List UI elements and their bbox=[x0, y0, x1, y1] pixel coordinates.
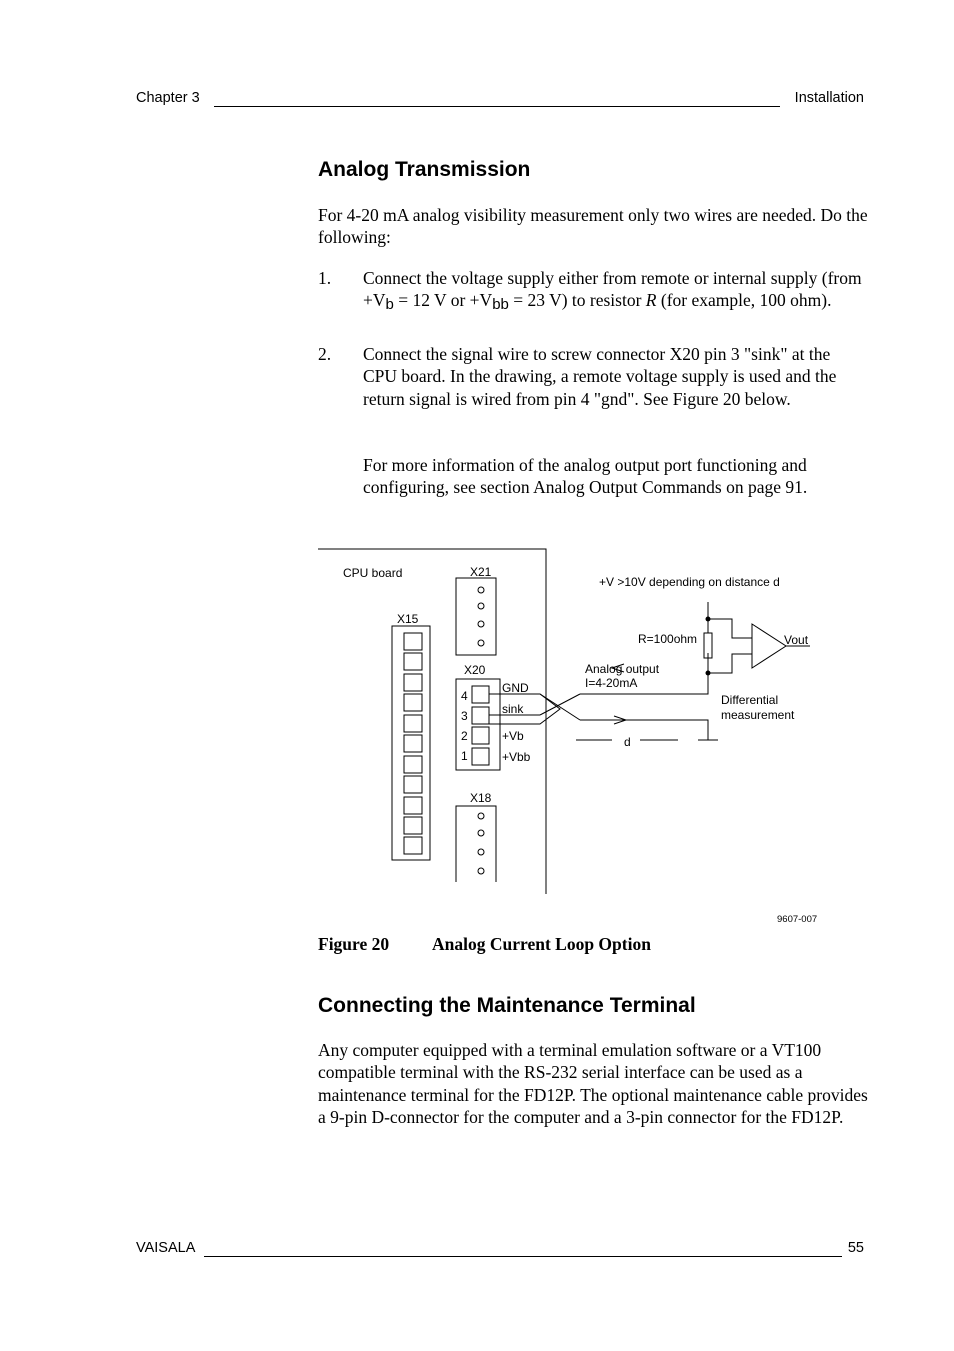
label-x20: X20 bbox=[464, 663, 486, 677]
pin-number: 3 bbox=[461, 709, 468, 723]
x15-pin bbox=[404, 674, 422, 691]
label-vout: Vout bbox=[784, 633, 809, 647]
pin-label-sink: sink bbox=[502, 702, 524, 716]
label-supply: +V >10V depending on distance d bbox=[599, 575, 780, 589]
figure-ref-code: 9607-007 bbox=[777, 914, 818, 925]
footer-company: VAISALA bbox=[136, 1240, 196, 1256]
header-rule bbox=[214, 106, 780, 107]
label-resistor: R=100ohm bbox=[638, 632, 698, 646]
x15-connector bbox=[392, 626, 430, 860]
label-x15: X15 bbox=[397, 612, 419, 626]
x21-pin bbox=[478, 603, 484, 609]
label-measurement: measurement bbox=[721, 708, 795, 722]
x18-pin bbox=[478, 849, 484, 855]
x15-pin bbox=[404, 735, 422, 752]
page-header bbox=[136, 90, 864, 110]
label-analog-output: Analog output bbox=[585, 662, 660, 676]
x15-pin bbox=[404, 715, 422, 732]
section-title-maintenance-terminal: Connecting the Maintenance Terminal bbox=[318, 994, 696, 1017]
pin-label-vbb: +Vbb bbox=[502, 750, 531, 764]
x15-pin bbox=[404, 776, 422, 793]
x21-connector bbox=[456, 578, 496, 655]
x15-pin bbox=[404, 653, 422, 670]
x18-pin bbox=[478, 868, 484, 874]
x18-pin bbox=[478, 813, 484, 819]
analog-current-loop-diagram bbox=[318, 540, 818, 932]
label-differential: Differential bbox=[721, 693, 779, 707]
page-footer bbox=[136, 1240, 864, 1260]
amp-input-top bbox=[708, 619, 752, 638]
cpu-board-edge bbox=[318, 549, 546, 894]
x15-pin bbox=[404, 633, 422, 650]
list-item-number: 2. bbox=[318, 344, 332, 364]
wire-return bbox=[580, 720, 708, 740]
footer-rule bbox=[204, 1256, 842, 1257]
maintenance-paragraph: Any computer equipped with a terminal emulation software or a VT100 compatible terminal with the RS-232 serial interface can be used as a maintenance terminal for the FD12P. The optional maintenance cable provides a 9-pin D-connector for the computer and a 3-pin connector for the FD12P. bbox=[318, 1040, 868, 1127]
label-x21: X21 bbox=[470, 565, 492, 579]
differential-amplifier bbox=[752, 624, 786, 668]
x20-pin-1 bbox=[472, 748, 489, 765]
pin-label-vb: +Vb bbox=[502, 729, 524, 743]
x15-pin bbox=[404, 817, 422, 834]
x18-pin bbox=[478, 830, 484, 836]
header-section: Installation bbox=[794, 90, 864, 106]
label-cpu-board: CPU board bbox=[343, 566, 403, 580]
x20-pin-4 bbox=[472, 686, 489, 703]
junction-dot bbox=[706, 617, 711, 622]
x15-pin bbox=[404, 797, 422, 814]
list-item-text: Connect the signal wire to screw connector X20 pin 3 "sink" at the CPU board. In the drawing, a remote voltage supply is used and the return signal is wired from pin 4 "gnd". See Figure 20 below. bbox=[363, 344, 837, 409]
x20-pin-3 bbox=[472, 707, 489, 724]
amp-input-bottom bbox=[708, 654, 752, 673]
x15-pin bbox=[404, 756, 422, 773]
x20-pin-2 bbox=[472, 727, 489, 744]
page-number: 55 bbox=[847, 1240, 864, 1256]
label-x18: X18 bbox=[470, 791, 492, 805]
list-item-number: 1. bbox=[318, 268, 332, 288]
label-distance: d bbox=[624, 735, 631, 749]
pin-number: 1 bbox=[461, 749, 468, 763]
list-item-text: Connect the voltage supply either from remote or internal supply (from $+V_b = 12$ V or $+V_{bb} = 23$ V) to resistor R (for example, 100 ohm). bbox=[363, 268, 862, 314]
x18-connector bbox=[456, 806, 496, 882]
figure-title: Analog Current Loop Option bbox=[432, 934, 651, 954]
label-current-range: I=4-20mA bbox=[585, 676, 638, 690]
figure-number: Figure 20 bbox=[318, 934, 390, 954]
x21-pin bbox=[478, 640, 484, 646]
pin-label-gnd: GND bbox=[502, 681, 529, 695]
junction-dot bbox=[706, 671, 711, 676]
intro-paragraph: For 4-20 mA analog visibility measurement only two wires are needed. Do the following: bbox=[318, 205, 868, 248]
pin-number: 4 bbox=[461, 689, 468, 703]
x21-pin bbox=[478, 587, 484, 593]
header-chapter: Chapter 3 bbox=[136, 90, 200, 106]
figure-caption bbox=[318, 934, 651, 955]
section-title-analog-transmission: Analog Transmission bbox=[318, 158, 531, 181]
list-item-note-text: For more information of the analog output port functioning and configuring, see section Analog Output Commands on page 91. bbox=[363, 455, 808, 498]
x15-pin bbox=[404, 837, 422, 854]
x15-pin bbox=[404, 694, 422, 711]
pin-number: 2 bbox=[461, 729, 468, 743]
x21-pin bbox=[478, 621, 484, 627]
